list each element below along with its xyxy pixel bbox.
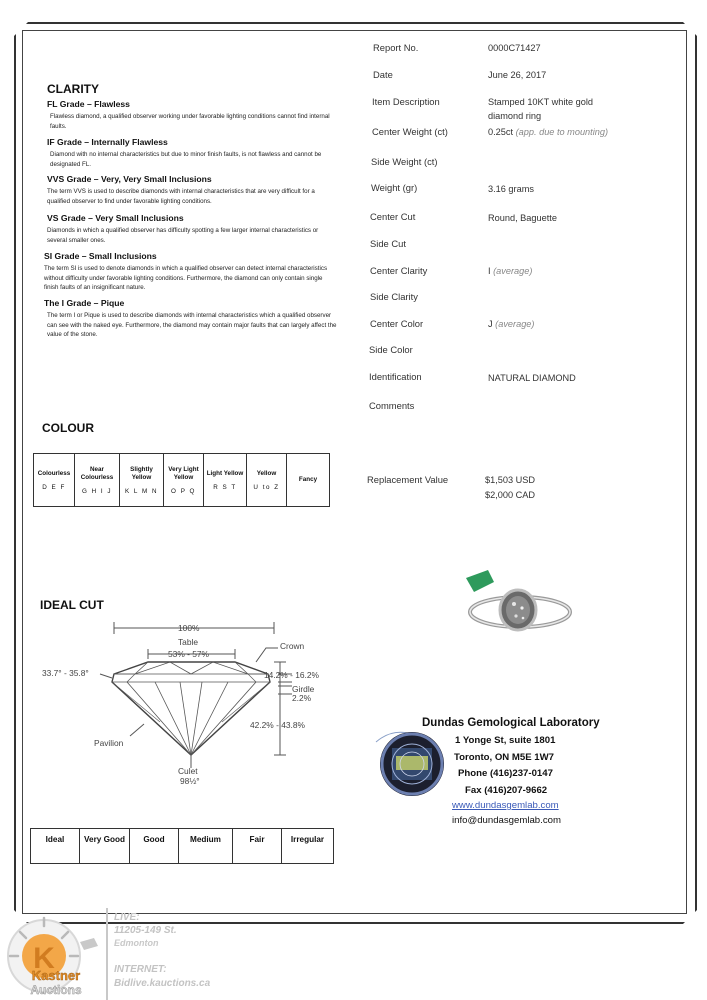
lab-website-link[interactable]: www.dundasgemlab.com: [452, 800, 559, 811]
cut-grade-cell: Very Good: [80, 829, 130, 863]
report-label: Report No.: [373, 42, 419, 53]
auction-watermark: [2, 908, 242, 1000]
clarity-grade-description: The term VVS is used to describe diamonds with internal characteristics that are very difficult for a qualified observer to find under favorable lighting conditions.: [47, 188, 315, 205]
clarity-grade-description: Diamond with no internal characteristics but due to minor finish faults, is not flawless and cannot be designated FL.: [50, 151, 322, 168]
watermark-divider: [106, 908, 108, 1000]
watermark-live-address2: Edmonton: [114, 938, 159, 948]
diagram-crown-label: Crown: [280, 641, 305, 651]
cut-grade-cell: Medium: [179, 829, 233, 863]
watermark-live-label: LIVE:: [114, 912, 140, 923]
clarity-grade-heading: IF Grade – Internally Flawless: [47, 137, 168, 147]
colour-cell: [34, 454, 75, 506]
colour-cell-name: Very Light Yellow: [168, 465, 199, 481]
colour-cell: [75, 454, 120, 506]
colour-title: COLOUR: [42, 421, 94, 435]
colour-cell-name: Fancy: [298, 476, 318, 483]
report-label: Weight (gr): [371, 182, 418, 193]
clarity-grade-description: Flawless diamond, a qualified observer working under favorable lighting conditions cannot find internal faults.: [50, 113, 330, 130]
clarity-grade-heading: VVS Grade – Very, Very Small Inclusions: [47, 174, 212, 184]
report-label: Center Cut: [370, 211, 416, 222]
report-label: Side Cut: [370, 238, 406, 249]
report-label: Side Weight (ct): [371, 156, 438, 167]
lab-fax: Fax (416)207-9662: [465, 785, 548, 796]
clarity-grade-item: [47, 137, 337, 169]
report-value-note: (average): [493, 266, 533, 276]
colour-cell-grades: R S T: [213, 483, 237, 491]
diagram-pavilion-depth: 42.2% - 43.8%: [250, 720, 305, 730]
report-label: Center Clarity: [370, 265, 428, 276]
report-value-note: (average): [495, 319, 535, 329]
report-value: [488, 125, 608, 139]
colour-cell: [204, 454, 247, 506]
report-value: NATURAL DIAMOND: [488, 373, 576, 383]
report-value: [488, 264, 532, 278]
colour-cell-name: Near Colourless: [80, 465, 114, 481]
report-value-text: 0.25ct: [488, 127, 514, 137]
svg-text:K: K: [33, 942, 55, 975]
report-value-text: J: [488, 319, 493, 329]
colour-scale-table: [33, 453, 330, 507]
clarity-grade-item: [47, 174, 337, 206]
clarity-grade-description: Diamonds in which a qualified observer has difficulty spotting a few larger internal characteristics or several smaller ones.: [47, 227, 319, 244]
diagram-table-range: 53% - 57%: [168, 649, 209, 659]
report-label: Center Color: [370, 318, 424, 329]
watermark-internet-label: INTERNET:: [114, 964, 167, 975]
clarity-grade-heading: The I Grade – Pique: [44, 298, 125, 308]
report-value-text: I: [488, 266, 491, 276]
watermark-live-address1: 11205-149 St.: [114, 925, 177, 936]
report-label: Center Weight (ct): [372, 126, 448, 137]
report-label: Date: [373, 69, 393, 80]
diagram-girdle-label: Girdle: [292, 684, 315, 694]
colour-cell-name: Slightly Yellow: [130, 465, 153, 481]
diagram-culet-label: Culet: [178, 766, 198, 776]
colour-cell-grades: O P Q: [171, 487, 196, 495]
colour-cell: [120, 454, 164, 506]
clarity-grade-description: The term I or Pique is used to describe diamonds with internal characteristics which a qualified observer can see with the naked eye. Furthermore, the diamond may contain major faults that can largely affect the value of the stone.: [47, 312, 337, 338]
diagram-culet-pct: 98½°: [180, 776, 200, 786]
lab-phone: Phone (416)237-0147: [458, 768, 553, 779]
cut-grade-cell: Irregular: [290, 835, 325, 844]
report-label: Side Color: [369, 344, 413, 355]
report-value: 3.16 grams: [488, 184, 534, 194]
clarity-grade-heading: FL Grade – Flawless: [47, 99, 130, 109]
clarity-title: CLARITY: [47, 82, 99, 96]
clarity-grade-item: [47, 213, 337, 245]
report-value: [488, 317, 534, 331]
colour-cell-name: Colourless: [37, 469, 71, 477]
replacement-cad: $2,000 CAD: [485, 490, 536, 500]
colour-cell-grades: D E F: [42, 483, 66, 491]
clarity-grade-item: [47, 99, 337, 131]
colour-cell-grades: G H I J: [81, 487, 113, 495]
cut-grade-cell: Good: [130, 829, 179, 863]
lab-email[interactable]: info@dundasgemlab.com: [452, 815, 561, 826]
diagram-table-label: Table: [178, 637, 199, 647]
diagram-girdle-pct: 2.2%: [292, 693, 312, 703]
lab-address2: Toronto, ON M5E 1W7: [454, 752, 555, 763]
diagram-width-label: 100%: [178, 623, 200, 633]
report-value: Stamped 10KT white gold diamond ring: [488, 97, 594, 121]
colour-cell: [164, 454, 204, 506]
report-label: Item Description: [372, 96, 440, 107]
colour-cell-name: Light Yellow: [206, 469, 244, 477]
clarity-grade-heading: SI Grade – Small Inclusions: [44, 251, 157, 261]
report-label: Side Clarity: [370, 291, 418, 302]
colour-cell: [287, 454, 329, 506]
ideal-cut-title: IDEAL CUT: [40, 598, 104, 612]
replacement-usd: $1,503 USD: [485, 475, 536, 485]
diagram-pavilion-label: Pavilion: [94, 738, 124, 748]
kastner-logo: [2, 916, 108, 1000]
watermark-brand-line1: Kastner: [31, 968, 81, 983]
diagram-crown-height: 14.2% - 16.2%: [264, 670, 319, 680]
report-label: Identification: [369, 371, 422, 382]
clarity-grade-item: [44, 298, 337, 340]
colour-cell-grades: K L M N: [124, 487, 158, 495]
lab-address1: 1 Yonge St, suite 1801: [455, 735, 556, 746]
colour-cell: [247, 454, 287, 506]
colour-cell-grades: U to Z: [253, 483, 280, 491]
cut-grade-table: [30, 828, 334, 864]
watermark-internet-site[interactable]: Bidlive.kauctions.ca: [114, 978, 211, 989]
clarity-grade-item: [44, 251, 337, 293]
report-value-note: (app. due to mounting): [515, 127, 609, 137]
cut-grade-cell: Ideal: [31, 829, 80, 863]
colour-cell-name: Yellow: [256, 469, 277, 477]
replacement-label: Replacement Value: [367, 474, 449, 485]
report-value: June 26, 2017: [488, 70, 547, 80]
diamond-proportions-diagram: [30, 612, 360, 792]
report-value: 0000C71427: [488, 43, 541, 53]
watermark-brand-line2: Auctions: [30, 983, 82, 997]
cut-grade-cell: Fair: [233, 829, 282, 863]
clarity-grade-description: The term SI is used to denote diamonds in which a qualified observer can detect internal characteristics without difficulty under favorable lighting conditions. Furthermore, the diamond can only contain single finish faults of an insignificant nature.: [44, 265, 328, 291]
ring-photo: [460, 568, 580, 648]
report-label: Comments: [369, 400, 415, 411]
diagram-crown-angle: 33.7° - 35.8°: [42, 668, 89, 678]
report-value: Round, Baguette: [488, 213, 557, 223]
lab-name: Dundas Gemological Laboratory: [422, 717, 600, 729]
clarity-grade-heading: VS Grade – Very Small Inclusions: [47, 213, 184, 223]
